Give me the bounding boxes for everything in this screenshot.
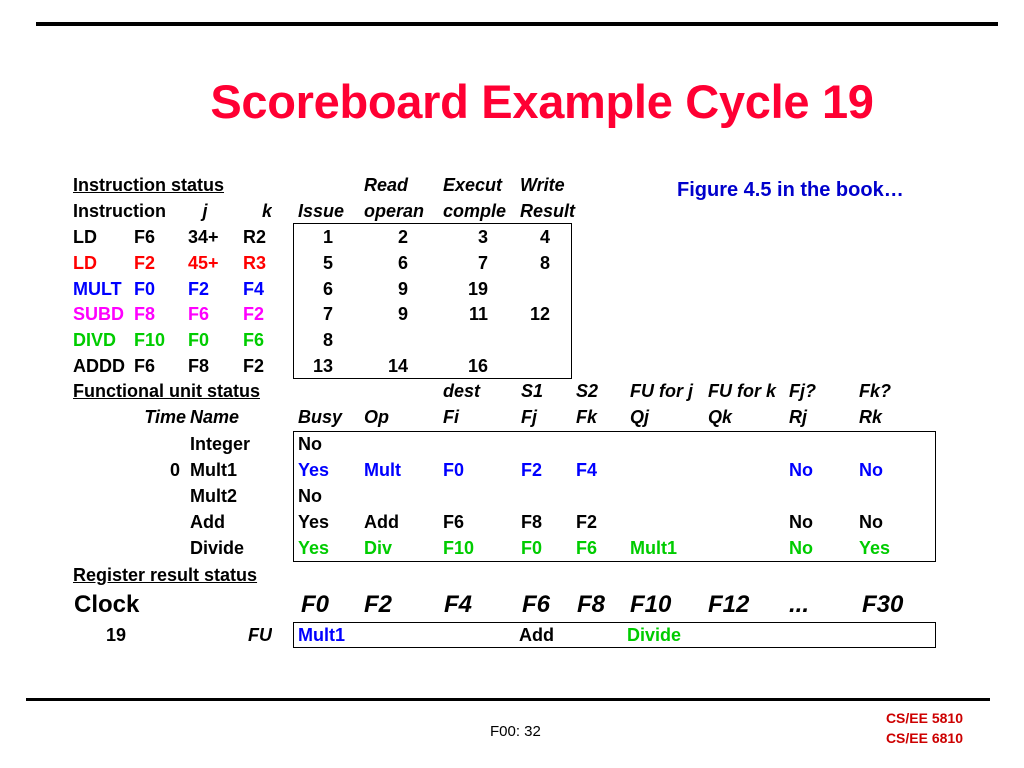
header-execute: Execut (443, 175, 503, 195)
fu-name-cell: Integer (190, 434, 251, 454)
instr-op-cell: DIVD (73, 330, 117, 351)
fu-qj-cell: Mult1 (630, 538, 677, 558)
register-fu-box (293, 622, 936, 648)
header-time: Time (144, 407, 186, 427)
fu-name-cell: Mult1 (190, 460, 237, 480)
header-op: Op (364, 407, 389, 427)
header-dest: dest (443, 381, 481, 401)
instr-dest-cell: F8 (134, 304, 156, 325)
header-fk-ready: Fk? (859, 381, 892, 401)
register-fu-cell: Mult1 (298, 625, 345, 645)
header-read: Read (364, 175, 409, 195)
bottom-rule (26, 698, 990, 701)
instr-k-cell: F2 (243, 356, 265, 376)
instr-read-cell: 9 (397, 278, 408, 299)
instr-dest-cell: F10 (134, 330, 166, 351)
register-header-f6: F6 (522, 591, 551, 618)
header-exec-complete: comple (443, 201, 507, 221)
instr-j-cell: 45+ (188, 252, 219, 273)
fu-rj-cell: No (789, 512, 813, 532)
fu-fj-cell: F2 (521, 460, 543, 480)
header-fu-for-k: FU for k (708, 381, 777, 401)
fu-fj-cell: F0 (521, 538, 543, 558)
register-fu-cell: Add (519, 625, 554, 645)
instr-k-cell: R2 (243, 227, 267, 247)
fu-name-cell: Divide (190, 538, 245, 558)
instr-j-cell: F2 (188, 278, 210, 299)
fu-fj-cell: F8 (521, 512, 543, 532)
register-header-f30: F30 (862, 591, 904, 618)
instr-issue-cell: 8 (322, 330, 333, 351)
fu-time-cell: 0 (169, 460, 180, 480)
header-rj: Rj (789, 407, 807, 427)
instr-issue-cell: 5 (322, 252, 333, 273)
header-instruction: Instruction (73, 201, 166, 221)
header-issue: Issue (298, 201, 345, 221)
instr-j-cell: F0 (188, 330, 210, 351)
instr-dest-cell: F2 (134, 252, 156, 273)
fu-busy-cell: No (298, 486, 322, 506)
instr-read-cell: 2 (397, 227, 408, 247)
header-name: Name (190, 407, 240, 427)
slide-number: F00: 32 (490, 723, 541, 740)
instr-issue-cell: 13 (312, 356, 333, 376)
header-rk: Rk (859, 407, 883, 427)
instr-write-cell: 4 (539, 227, 550, 247)
fu-rj-cell: No (789, 538, 813, 558)
slide-title: Scoreboard Example Cycle 19 (210, 75, 874, 128)
clock-label: Clock (74, 591, 140, 618)
fu-busy-cell: Yes (298, 538, 330, 558)
register-header-xxx: ... (789, 591, 810, 618)
header-s1: S1 (521, 381, 544, 401)
header-write-result: Result (520, 201, 576, 221)
instr-write-cell: 8 (539, 252, 550, 273)
fu-rk-cell: No (859, 460, 883, 480)
fu-fk-cell: F4 (576, 460, 598, 480)
register-header-f12: F12 (708, 591, 750, 618)
instr-exec-cell: 16 (467, 356, 488, 376)
instr-k-cell: F2 (243, 304, 265, 325)
fu-fi-cell: F0 (443, 460, 465, 480)
course-code-2: CS/EE 6810 (885, 730, 963, 746)
instr-op-cell: LD (73, 227, 97, 247)
instr-read-cell: 14 (387, 356, 408, 376)
fu-rk-cell: Yes (859, 538, 891, 558)
register-header-f4: F4 (444, 591, 473, 618)
instr-op-cell: ADDD (73, 356, 125, 376)
fu-rj-cell: No (789, 460, 813, 480)
header-j: j (202, 201, 208, 221)
instr-exec-cell: 7 (477, 252, 488, 273)
fu-fk-cell: F2 (576, 512, 598, 532)
instr-issue-cell: 6 (322, 278, 333, 299)
instr-op-cell: LD (73, 252, 97, 273)
header-fu-for-j: FU for j (630, 381, 693, 401)
fu-rk-cell: No (859, 512, 883, 532)
instr-dest-cell: F6 (134, 227, 156, 247)
fu-op-cell: Div (364, 538, 393, 558)
instr-dest-cell: F6 (134, 356, 156, 376)
course-code-1: CS/EE 5810 (885, 710, 963, 726)
instr-j-cell: 34+ (188, 227, 219, 247)
fu-status-label: Functional unit status (73, 381, 260, 401)
header-k: k (261, 201, 272, 221)
fu-fk-cell: F6 (576, 538, 598, 558)
instr-k-cell: F4 (243, 278, 265, 299)
instr-k-cell: R3 (243, 252, 267, 273)
instr-write-cell: 12 (529, 304, 550, 325)
instr-j-cell: F6 (188, 304, 210, 325)
register-header-f2: F2 (364, 591, 393, 618)
clock-value: 19 (105, 625, 126, 645)
instr-op-cell: MULT (73, 278, 122, 299)
register-header-f10: F10 (630, 591, 672, 618)
fu-row-label: FU (248, 625, 272, 645)
header-fj: Fj (521, 407, 537, 427)
register-header-f0: F0 (301, 591, 330, 618)
header-write: Write (520, 175, 565, 195)
fu-name-cell: Mult2 (190, 486, 237, 506)
top-rule (36, 22, 998, 26)
instr-op-cell: SUBD (73, 304, 125, 325)
header-s2: S2 (576, 381, 599, 401)
register-status-label: Register result status (73, 565, 258, 585)
register-fu-cell: Divide (627, 625, 682, 645)
instr-read-cell: 6 (397, 252, 408, 273)
fu-name-cell: Add (190, 512, 225, 532)
instruction-status-label: Instruction status (73, 175, 225, 195)
instr-read-cell: 9 (397, 304, 408, 325)
fu-fi-cell: F10 (443, 538, 475, 558)
header-qj: Qj (630, 407, 650, 427)
figure-note: Figure 4.5 in the book… (677, 179, 904, 201)
instr-exec-cell: 3 (477, 227, 488, 247)
header-qk: Qk (708, 407, 733, 427)
instr-k-cell: F6 (243, 330, 265, 351)
header-read-operands: operan (364, 201, 425, 221)
fu-fi-cell: F6 (443, 512, 465, 532)
instr-j-cell: F8 (188, 356, 210, 376)
header-fk: Fk (576, 407, 598, 427)
register-header-f8: F8 (577, 591, 606, 618)
header-fi: Fi (443, 407, 459, 427)
instr-exec-cell: 19 (467, 278, 488, 299)
instr-exec-cell: 11 (468, 304, 488, 325)
header-busy: Busy (298, 407, 343, 427)
fu-op-cell: Add (364, 512, 399, 532)
instr-issue-cell: 1 (322, 227, 333, 247)
instr-issue-cell: 7 (322, 304, 333, 325)
fu-busy-cell: Yes (298, 460, 330, 480)
fu-busy-cell: Yes (298, 512, 330, 532)
header-fj-ready: Fj? (789, 381, 816, 401)
fu-busy-cell: No (298, 434, 322, 454)
instr-dest-cell: F0 (134, 278, 156, 299)
fu-op-cell: Mult (364, 460, 401, 480)
